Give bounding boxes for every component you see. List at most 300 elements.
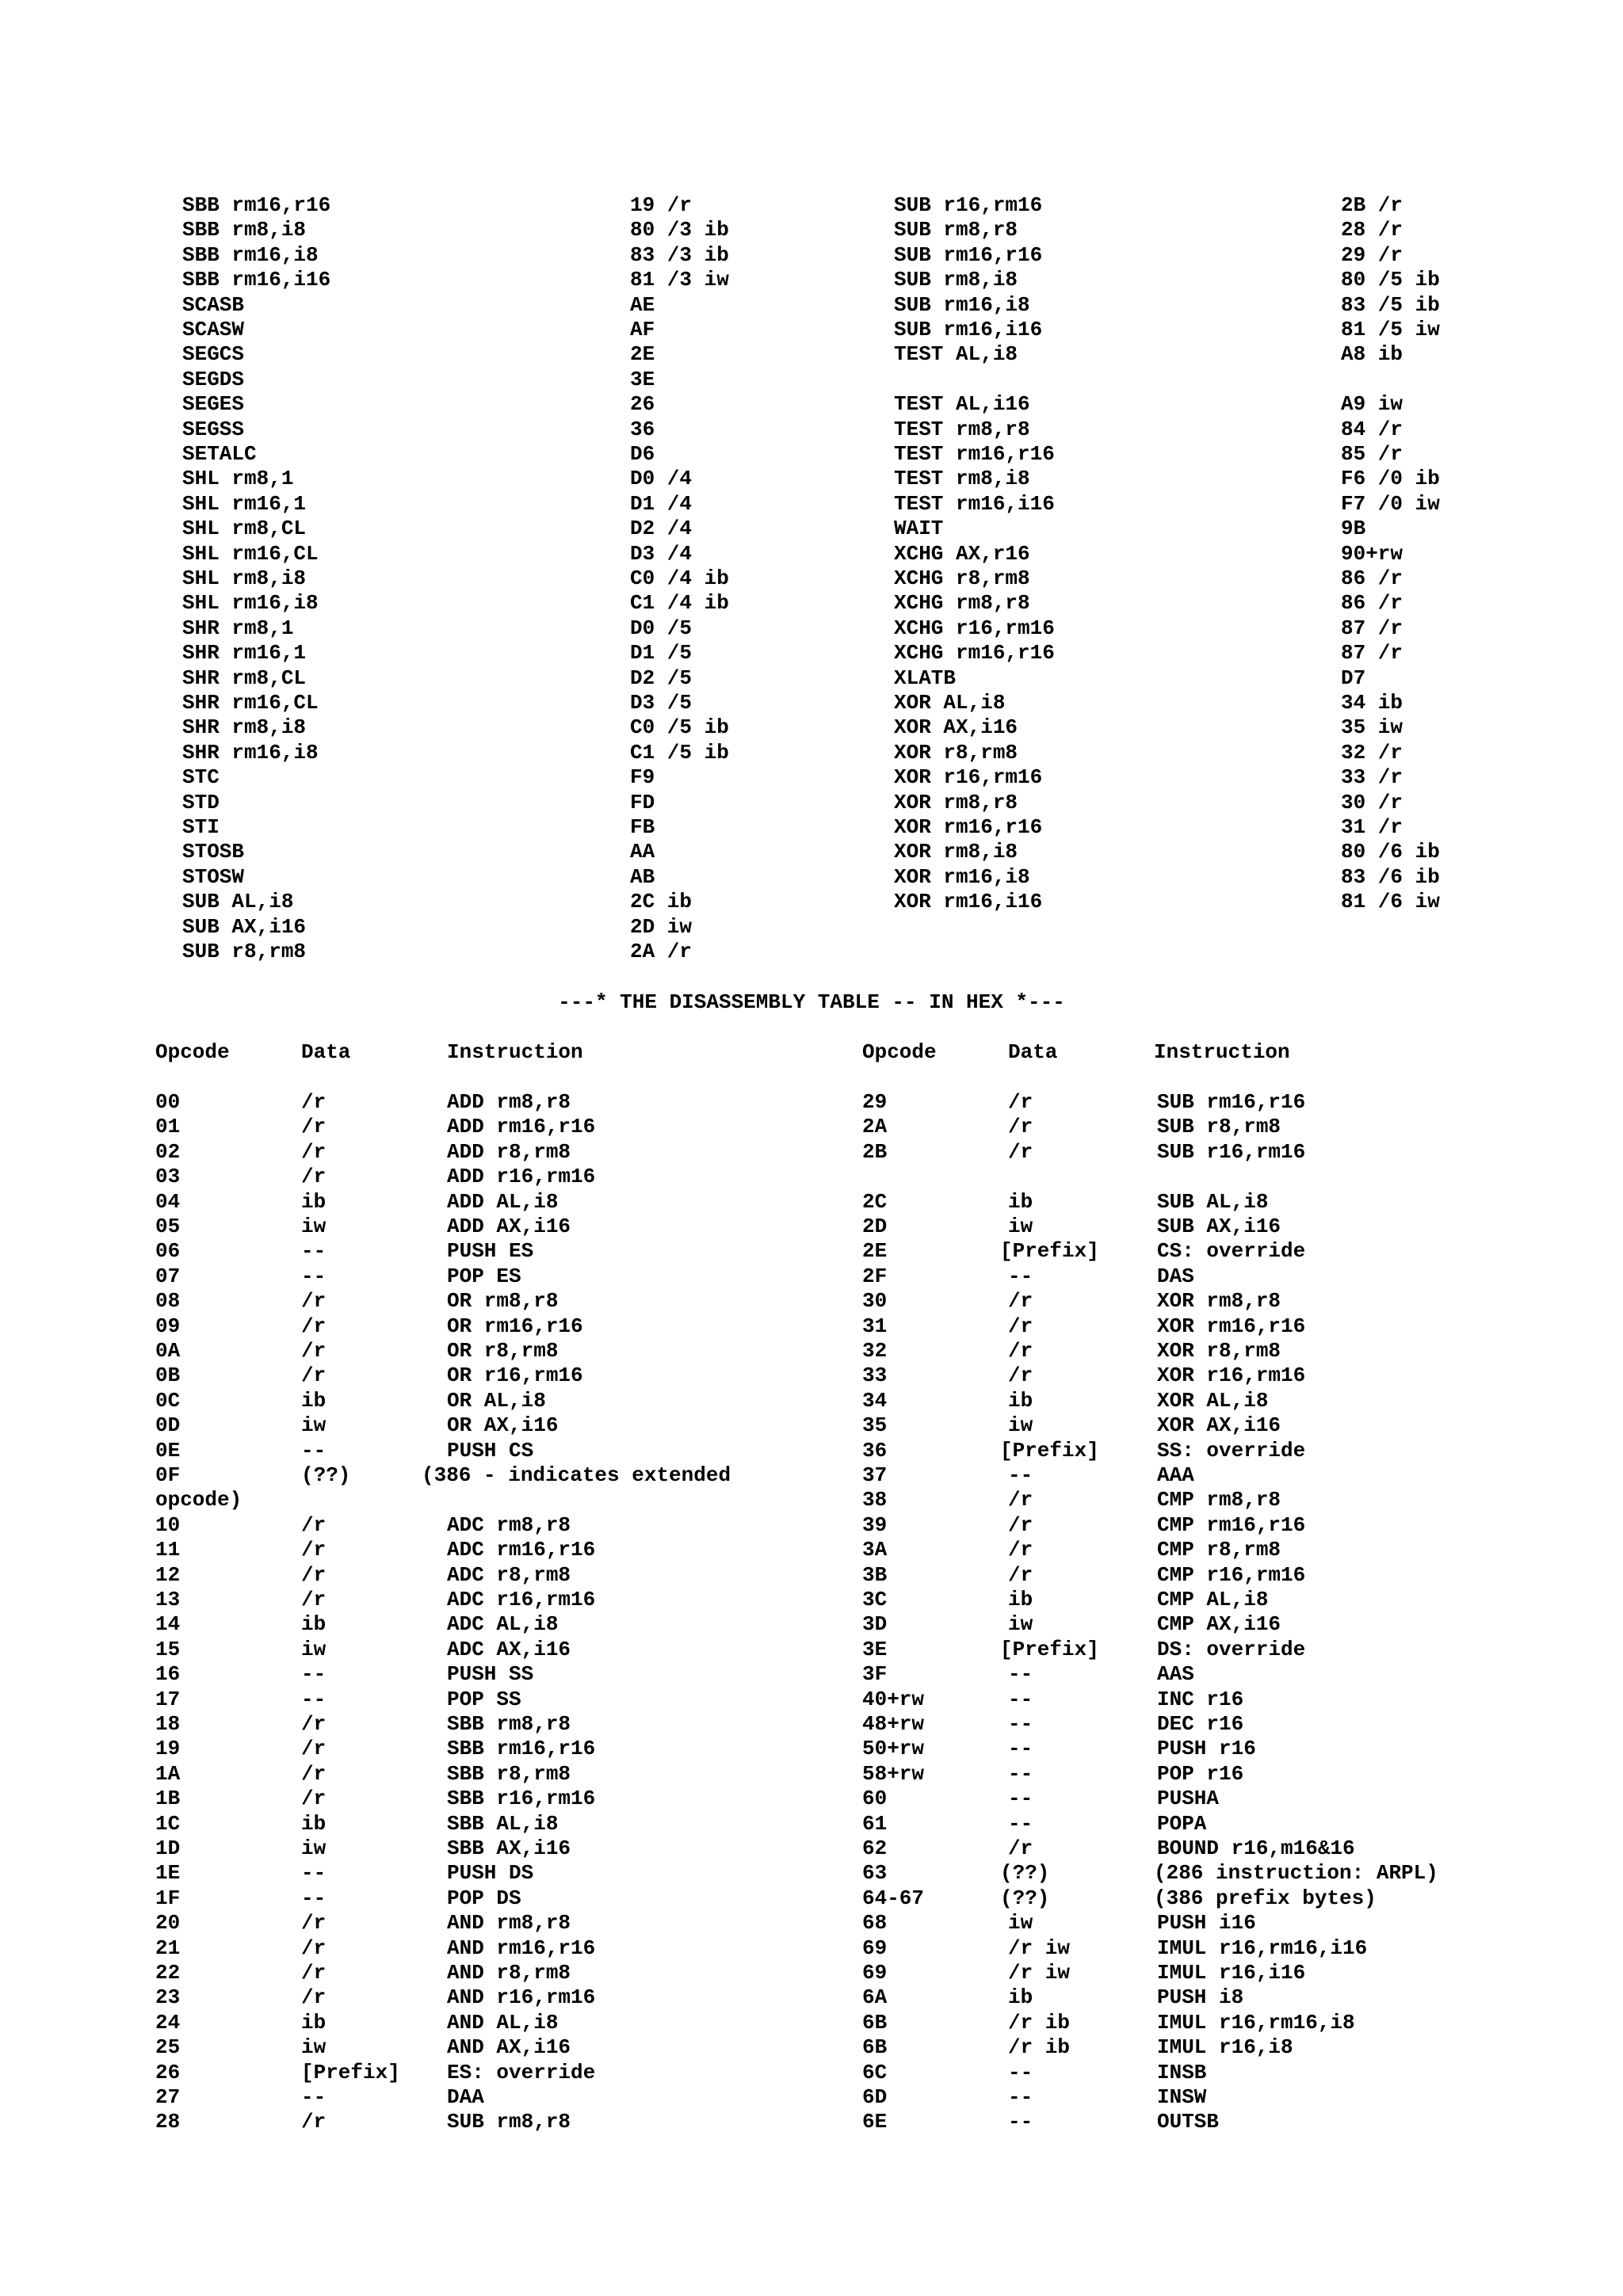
- instruction-opcode: F7 /0 iw: [1341, 491, 1440, 516]
- instruction-cell: OR AX,i16: [447, 1413, 559, 1438]
- opcode-cell: 26: [155, 2060, 181, 2084]
- instruction-cell: AND r16,rm16: [447, 1985, 596, 2010]
- instruction-cell: (386 prefix bytes): [1154, 1886, 1377, 1910]
- instruction-opcode: D1 /4: [630, 491, 693, 516]
- opcode-cell: 14: [155, 1612, 181, 1637]
- instruction-cell: OR rm16,r16: [447, 1314, 583, 1338]
- column-header-data: Data: [1008, 1040, 1058, 1064]
- opcode-cell: 1C: [155, 1811, 181, 1836]
- data-cell: /r: [301, 1562, 327, 1587]
- data-cell: (??): [1000, 1886, 1050, 1910]
- instruction-cell: XOR AX,i16: [1157, 1413, 1281, 1438]
- instruction-mnemonic: SBB rm8,i8: [182, 218, 307, 242]
- instruction-cell: AND rm16,r16: [447, 1936, 596, 1960]
- instruction-cell: ADD rm16,r16: [447, 1115, 596, 1139]
- data-cell: --: [1008, 1811, 1033, 1836]
- instruction-mnemonic: XOR rm16,r16: [894, 815, 1043, 839]
- instruction-mnemonic: SCASW: [182, 318, 245, 341]
- instruction-opcode: 2A /r: [630, 940, 693, 963]
- instruction-cell: ADC AX,i16: [447, 1637, 571, 1661]
- table-heading: ---* THE DISASSEMBLY TABLE -- IN HEX *---: [558, 990, 1065, 1014]
- instruction-mnemonic: XOR rm8,r8: [894, 790, 1018, 814]
- instruction-cell: (286 instruction: ARPL): [1154, 1861, 1438, 1886]
- instruction-opcode: 34 ib: [1341, 691, 1403, 715]
- data-cell: ib: [1008, 1388, 1033, 1413]
- instruction-opcode: 87 /r: [1341, 641, 1403, 666]
- instruction-cell: SBB r16,rm16: [447, 1787, 596, 1811]
- opcode-cell: 06: [155, 1239, 181, 1264]
- instruction-opcode: 35 iw: [1341, 715, 1403, 740]
- opcode-cell: 15: [155, 1637, 181, 1661]
- instruction-opcode: D3 /4: [630, 541, 693, 566]
- instruction-cell: ADD AX,i16: [447, 1215, 571, 1238]
- instruction-cell: CMP r16,rm16: [1157, 1562, 1306, 1587]
- instruction-mnemonic: SUB rm8,i8: [894, 268, 1018, 292]
- instruction-opcode: 86 /r: [1341, 566, 1403, 590]
- data-cell: /r: [1008, 1339, 1033, 1363]
- instruction-mnemonic: XOR rm16,i16: [894, 890, 1043, 914]
- instruction-opcode: 80 /6 ib: [1341, 840, 1440, 864]
- instruction-cell: DAS: [1157, 1264, 1194, 1288]
- opcode-cell: 3A: [862, 1538, 888, 1562]
- data-cell: --: [301, 1662, 327, 1687]
- data-cell: --: [301, 1438, 327, 1463]
- instruction-cell: ADC r16,rm16: [447, 1588, 596, 1611]
- column-header-data: Data: [301, 1040, 351, 1064]
- data-cell: --: [1008, 1712, 1033, 1736]
- instruction-cell: ADC AL,i8: [447, 1612, 559, 1637]
- instruction-cell: OR r16,rm16: [447, 1363, 583, 1388]
- opcode-cell: 25: [155, 2035, 181, 2060]
- instruction-cell: SBB r8,rm8: [447, 1761, 571, 1786]
- instruction-opcode: 26: [630, 392, 655, 417]
- opcode-cell: 05: [155, 1215, 181, 1238]
- data-cell: (??): [1000, 1861, 1050, 1886]
- opcode-cell: 62: [862, 1836, 888, 1860]
- data-cell: --: [1008, 1687, 1033, 1711]
- data-cell: /r: [301, 1289, 327, 1314]
- data-cell: /r: [301, 1139, 327, 1164]
- instruction-cell: PUSH CS: [447, 1438, 534, 1463]
- instruction-mnemonic: TEST rm16,i16: [894, 491, 1055, 516]
- instruction-opcode: D0 /5: [630, 616, 693, 640]
- data-cell: /r ib: [1008, 2010, 1071, 2035]
- instruction-mnemonic: SHR rm16,CL: [182, 691, 319, 715]
- instruction-mnemonic: SUB AL,i8: [182, 890, 294, 914]
- opcode-cell: 18: [155, 1712, 181, 1736]
- data-cell: /r: [1008, 1090, 1033, 1114]
- data-cell: /r: [1008, 1562, 1033, 1587]
- instruction-opcode: 83 /5 ib: [1341, 292, 1440, 317]
- instruction-opcode: D3 /5: [630, 691, 693, 715]
- opcode-cell: 1B: [155, 1787, 181, 1811]
- instruction-cell: CMP rm16,r16: [1157, 1512, 1306, 1537]
- instruction-cell: ES: override: [447, 2060, 596, 2084]
- opcode-cell: 64-67: [862, 1886, 925, 1910]
- instruction-opcode: 84 /r: [1341, 417, 1403, 441]
- opcode-cell: 3C: [862, 1588, 888, 1611]
- instruction-cell: SUB AL,i8: [1157, 1189, 1269, 1214]
- instruction-opcode: 86 /r: [1341, 591, 1403, 616]
- opcode-cell: 68: [862, 1911, 888, 1936]
- opcode-cell: 6E: [862, 2110, 888, 2134]
- instruction-cell: POPA: [1157, 1811, 1207, 1836]
- instruction-cell: ADD AL,i8: [447, 1189, 559, 1214]
- data-cell: iw: [1008, 1413, 1033, 1438]
- instruction-mnemonic: XOR rm8,i8: [894, 840, 1018, 864]
- instruction-mnemonic: XCHG r8,rm8: [894, 566, 1030, 590]
- opcode-cell: 23: [155, 1985, 181, 2010]
- instruction-mnemonic: SHR rm8,1: [182, 616, 294, 640]
- data-cell: /r: [301, 1115, 327, 1139]
- data-cell: iw: [301, 1215, 327, 1238]
- column-header-instruction: Instruction: [447, 1040, 583, 1064]
- data-cell: --: [301, 1861, 327, 1886]
- data-cell: /r iw: [1008, 1961, 1071, 1985]
- instruction-cell: CS: override: [1157, 1239, 1306, 1264]
- opcode-cell: 0A: [155, 1339, 181, 1363]
- instruction-mnemonic: SUB r8,rm8: [182, 940, 307, 963]
- instruction-opcode: C1 /4 ib: [630, 591, 729, 616]
- opcode-cell: 31: [862, 1314, 888, 1338]
- instruction-opcode: 80 /3 ib: [630, 218, 729, 242]
- opcode-cell: 04: [155, 1189, 181, 1214]
- opcode-cell: 2E: [862, 1239, 888, 1264]
- instruction-opcode: A8 ib: [1341, 342, 1403, 367]
- instruction-opcode: D6: [630, 442, 655, 466]
- instruction-opcode: 2E: [630, 342, 655, 367]
- data-cell: /r: [1008, 1512, 1033, 1537]
- opcode-cell: 63: [862, 1861, 888, 1886]
- opcode-cell: 0C: [155, 1388, 181, 1413]
- data-cell: ib: [301, 1189, 327, 1214]
- instruction-cell: ADD r16,rm16: [447, 1165, 596, 1189]
- instruction-cell: ADC rm16,r16: [447, 1538, 596, 1562]
- data-cell: /r: [301, 1588, 327, 1611]
- instruction-mnemonic: WAIT: [894, 517, 944, 541]
- opcode-cell: 30: [862, 1289, 888, 1314]
- data-cell: --: [301, 2085, 327, 2109]
- data-cell: --: [1008, 1787, 1033, 1811]
- instruction-opcode: 30 /r: [1341, 790, 1403, 814]
- instruction-cell: XOR AL,i8: [1157, 1388, 1269, 1413]
- data-cell: /r: [301, 1363, 327, 1388]
- instruction-mnemonic: SBB rm16,r16: [182, 193, 331, 217]
- instruction-mnemonic: TEST AL,i8: [894, 342, 1018, 367]
- opcode-cell: 20: [155, 1911, 181, 1936]
- instruction-mnemonic: STI: [182, 815, 220, 839]
- data-cell: /r: [301, 1512, 327, 1537]
- instruction-mnemonic: XCHG rm8,r8: [894, 591, 1030, 616]
- instruction-cell: POP r16: [1157, 1761, 1244, 1786]
- instruction-opcode: AB: [630, 864, 655, 889]
- instruction-cell: OUTSB: [1157, 2110, 1220, 2134]
- instruction-opcode: FB: [630, 815, 655, 839]
- instruction-cell: SUB rm16,r16: [1157, 1090, 1306, 1114]
- instruction-opcode: 85 /r: [1341, 442, 1403, 466]
- instruction-cell: XOR rm16,r16: [1157, 1314, 1306, 1338]
- instruction-opcode: 2C ib: [630, 890, 693, 914]
- data-cell: iw: [301, 2035, 327, 2060]
- opcode-cell: 12: [155, 1562, 181, 1587]
- opcode-cell: 13: [155, 1588, 181, 1611]
- data-cell: /r: [1008, 1139, 1033, 1164]
- instruction-mnemonic: STOSW: [182, 864, 245, 889]
- instruction-opcode: 81 /5 iw: [1341, 318, 1440, 341]
- instruction-mnemonic: TEST rm8,r8: [894, 417, 1030, 441]
- instruction-cell: CMP r8,rm8: [1157, 1538, 1281, 1562]
- data-cell: /r ib: [1008, 2035, 1071, 2060]
- data-cell: /r: [1008, 1289, 1033, 1314]
- data-cell: --: [301, 1886, 327, 1910]
- data-cell: ib: [1008, 1588, 1033, 1611]
- opcode-cell: 22: [155, 1961, 181, 1985]
- data-cell: /r: [1008, 1836, 1033, 1860]
- instruction-opcode: 36: [630, 417, 655, 441]
- data-cell: /r: [301, 2110, 327, 2134]
- instruction-mnemonic: SHR rm8,i8: [182, 715, 307, 740]
- instruction-cell: INC r16: [1157, 1687, 1244, 1711]
- data-cell: /r: [301, 1090, 327, 1114]
- data-cell: --: [301, 1264, 327, 1288]
- instruction-mnemonic: SCASB: [182, 292, 245, 317]
- opcode-cell: 33: [862, 1363, 888, 1388]
- instruction-opcode: D2 /4: [630, 517, 693, 541]
- data-cell: iw: [1008, 1215, 1033, 1238]
- instruction-opcode: FD: [630, 790, 655, 814]
- instruction-cell: ADD r8,rm8: [447, 1139, 571, 1164]
- opcode-cell: 0F: [155, 1463, 181, 1487]
- instruction-mnemonic: SHL rm16,CL: [182, 541, 319, 566]
- data-cell: --: [1008, 1737, 1033, 1761]
- instruction-cell: POP ES: [447, 1264, 521, 1288]
- instruction-mnemonic: XLATB: [894, 666, 957, 690]
- data-cell: /r: [301, 1538, 327, 1562]
- opcode-cell: 61: [862, 1811, 888, 1836]
- instruction-opcode: 87 /r: [1341, 616, 1403, 640]
- data-cell: /r: [301, 1314, 327, 1338]
- instruction-cell: SUB r16,rm16: [1157, 1139, 1306, 1164]
- data-cell: /r: [1008, 1538, 1033, 1562]
- data-cell: ib: [301, 1811, 327, 1836]
- opcode-cell: 08: [155, 1289, 181, 1314]
- instruction-opcode: 33 /r: [1341, 765, 1403, 790]
- instruction-opcode: F9: [630, 765, 655, 790]
- instruction-opcode: 19 /r: [630, 193, 693, 217]
- opcode-cell: 6B: [862, 2035, 888, 2060]
- opcode-cell: 07: [155, 1264, 181, 1288]
- opcode-cell: 2B: [862, 1139, 888, 1164]
- opcode-cell: 38: [862, 1488, 888, 1512]
- data-cell: --: [301, 1239, 327, 1264]
- instruction-mnemonic: SHL rm8,1: [182, 467, 294, 491]
- opcode-cell: 24: [155, 2010, 181, 2035]
- instruction-cell: CMP rm8,r8: [1157, 1488, 1281, 1512]
- opcode-cell: 37: [862, 1463, 888, 1487]
- instruction-mnemonic: XCHG rm16,r16: [894, 641, 1055, 666]
- data-cell: /r: [1008, 1115, 1033, 1139]
- instruction-cell: XOR r16,rm16: [1157, 1363, 1306, 1388]
- instruction-mnemonic: SHR rm8,CL: [182, 666, 307, 690]
- instruction-cell: IMUL r16,rm16,i16: [1157, 1936, 1368, 1960]
- opcode-cell: 1D: [155, 1836, 181, 1860]
- instruction-opcode: 81 /3 iw: [630, 268, 729, 292]
- opcode-cell: 11: [155, 1538, 181, 1562]
- data-cell: iw: [1008, 1612, 1033, 1637]
- instruction-opcode: C0 /4 ib: [630, 566, 729, 590]
- opcode-cell: 69: [862, 1961, 888, 1985]
- opcode-cell: 2F: [862, 1264, 888, 1288]
- instruction-mnemonic: STD: [182, 790, 220, 814]
- instruction-opcode: 3E: [630, 367, 655, 391]
- opcode-cell: 1A: [155, 1761, 181, 1786]
- instruction-opcode: 90+rw: [1341, 541, 1403, 566]
- opcode-cell: 2C: [862, 1189, 888, 1214]
- instruction-opcode: 9B: [1341, 517, 1366, 541]
- instruction-cell: INSB: [1157, 2060, 1207, 2084]
- instruction-mnemonic: XCHG r16,rm16: [894, 616, 1055, 640]
- data-cell: --: [1008, 1761, 1033, 1786]
- instruction-cell: CMP AX,i16: [1157, 1612, 1281, 1637]
- instruction-cell: SUB rm8,r8: [447, 2110, 571, 2134]
- data-cell: /r: [301, 1985, 327, 2010]
- opcode-cell: 48+rw: [862, 1712, 925, 1736]
- instruction-cell: CMP AL,i8: [1157, 1588, 1269, 1611]
- opcode-cell: 40+rw: [862, 1687, 925, 1711]
- instruction-cell: SUB r8,rm8: [1157, 1115, 1281, 1139]
- instruction-cell: SBB AL,i8: [447, 1811, 559, 1836]
- data-cell: /r: [301, 1165, 327, 1189]
- data-cell: /r: [301, 1761, 327, 1786]
- opcode-cell: 00: [155, 1090, 181, 1114]
- instruction-cell: ADD rm8,r8: [447, 1090, 571, 1114]
- instruction-cell: (386 - indicates extended: [422, 1463, 731, 1487]
- instruction-mnemonic: TEST rm16,r16: [894, 442, 1055, 466]
- opcode-cell: 27: [155, 2085, 181, 2109]
- opcode-cell: 3D: [862, 1612, 888, 1637]
- instruction-mnemonic: SEGCS: [182, 342, 245, 367]
- instruction-opcode: 2D iw: [630, 914, 693, 939]
- instruction-cell: OR AL,i8: [447, 1388, 546, 1413]
- data-cell: iw: [301, 1836, 327, 1860]
- data-cell: iw: [301, 1413, 327, 1438]
- data-cell: --: [301, 1687, 327, 1711]
- opcode-cell: opcode): [155, 1488, 242, 1512]
- opcode-cell: 28: [155, 2110, 181, 2134]
- instruction-opcode: C1 /5 ib: [630, 740, 729, 765]
- data-cell: /r: [1008, 1314, 1033, 1338]
- opcode-cell: 69: [862, 1936, 888, 1960]
- instruction-cell: SS: override: [1157, 1438, 1306, 1463]
- opcode-cell: 6A: [862, 1985, 888, 2010]
- instruction-mnemonic: SUB rm16,i16: [894, 318, 1043, 341]
- data-cell: /r: [1008, 1488, 1033, 1512]
- data-cell: --: [1008, 2110, 1033, 2134]
- opcode-cell: 17: [155, 1687, 181, 1711]
- opcode-cell: 3F: [862, 1662, 888, 1687]
- instruction-mnemonic: SEGSS: [182, 417, 245, 441]
- data-cell: /r: [301, 1339, 327, 1363]
- instruction-cell: PUSH i8: [1157, 1985, 1244, 2010]
- data-cell: ib: [1008, 1985, 1033, 2010]
- instruction-opcode: F6 /0 ib: [1341, 467, 1440, 491]
- opcode-cell: 01: [155, 1115, 181, 1139]
- instruction-cell: PUSH SS: [447, 1662, 534, 1687]
- instruction-cell: SUB AX,i16: [1157, 1215, 1281, 1238]
- opcode-cell: 6B: [862, 2010, 888, 2035]
- instruction-cell: PUSH ES: [447, 1239, 534, 1264]
- instruction-cell: AAA: [1157, 1463, 1194, 1487]
- instruction-mnemonic: SHL rm16,1: [182, 491, 307, 516]
- opcode-cell: 29: [862, 1090, 888, 1114]
- instruction-cell: XOR rm8,r8: [1157, 1289, 1281, 1314]
- opcode-cell: 50+rw: [862, 1737, 925, 1761]
- instruction-mnemonic: SUB r16,rm16: [894, 193, 1043, 217]
- instruction-mnemonic: SUB AX,i16: [182, 914, 307, 939]
- instruction-opcode: 2B /r: [1341, 193, 1403, 217]
- opcode-cell: 3B: [862, 1562, 888, 1587]
- instruction-cell: IMUL r16,i16: [1157, 1961, 1306, 1985]
- data-cell: [Prefix]: [1000, 1438, 1099, 1463]
- instruction-opcode: AE: [630, 292, 655, 317]
- instruction-opcode: D2 /5: [630, 666, 693, 690]
- data-cell: [Prefix]: [1000, 1637, 1099, 1661]
- data-cell: /r: [301, 1936, 327, 1960]
- opcode-cell: 0B: [155, 1363, 181, 1388]
- instruction-mnemonic: SUB rm16,r16: [894, 242, 1043, 267]
- instruction-mnemonic: SHL rm8,i8: [182, 566, 307, 590]
- opcode-cell: 09: [155, 1314, 181, 1338]
- data-cell: /r: [301, 1712, 327, 1736]
- opcode-cell: 34: [862, 1388, 888, 1413]
- data-cell: --: [1008, 1662, 1033, 1687]
- instruction-cell: PUSH DS: [447, 1861, 534, 1886]
- data-cell: iw: [301, 1637, 327, 1661]
- column-header-instruction: Instruction: [1154, 1040, 1290, 1064]
- instruction-opcode: C0 /5 ib: [630, 715, 729, 740]
- instruction-cell: SBB rm16,r16: [447, 1737, 596, 1761]
- opcode-cell: 6C: [862, 2060, 888, 2084]
- instruction-opcode: 32 /r: [1341, 740, 1403, 765]
- data-cell: iw: [1008, 1911, 1033, 1936]
- column-header-opcode: Opcode: [155, 1040, 230, 1064]
- opcode-cell: 39: [862, 1512, 888, 1537]
- instruction-mnemonic: TEST AL,i16: [894, 392, 1030, 417]
- opcode-cell: 0E: [155, 1438, 181, 1463]
- instruction-opcode: D7: [1341, 666, 1366, 690]
- data-cell: [Prefix]: [301, 2060, 400, 2084]
- instruction-mnemonic: SBB rm16,i16: [182, 268, 331, 292]
- opcode-cell: 02: [155, 1139, 181, 1164]
- instruction-mnemonic: XOR r16,rm16: [894, 765, 1043, 790]
- instruction-cell: AAS: [1157, 1662, 1194, 1687]
- instruction-opcode: D1 /5: [630, 641, 693, 666]
- instruction-cell: IMUL r16,i8: [1157, 2035, 1293, 2060]
- opcode-cell: 60: [862, 1787, 888, 1811]
- instruction-mnemonic: SEGDS: [182, 367, 245, 391]
- opcode-cell: 32: [862, 1339, 888, 1363]
- data-cell: /r: [301, 1961, 327, 1985]
- opcode-cell: 21: [155, 1936, 181, 1960]
- instruction-cell: AND r8,rm8: [447, 1961, 571, 1985]
- instruction-opcode: 83 /3 ib: [630, 242, 729, 267]
- opcode-cell: 36: [862, 1438, 888, 1463]
- instruction-cell: POP SS: [447, 1687, 521, 1711]
- instruction-cell: PUSHA: [1157, 1787, 1220, 1811]
- instruction-cell: AND AX,i16: [447, 2035, 571, 2060]
- instruction-opcode: 83 /6 ib: [1341, 864, 1440, 889]
- instruction-mnemonic: XCHG AX,r16: [894, 541, 1030, 566]
